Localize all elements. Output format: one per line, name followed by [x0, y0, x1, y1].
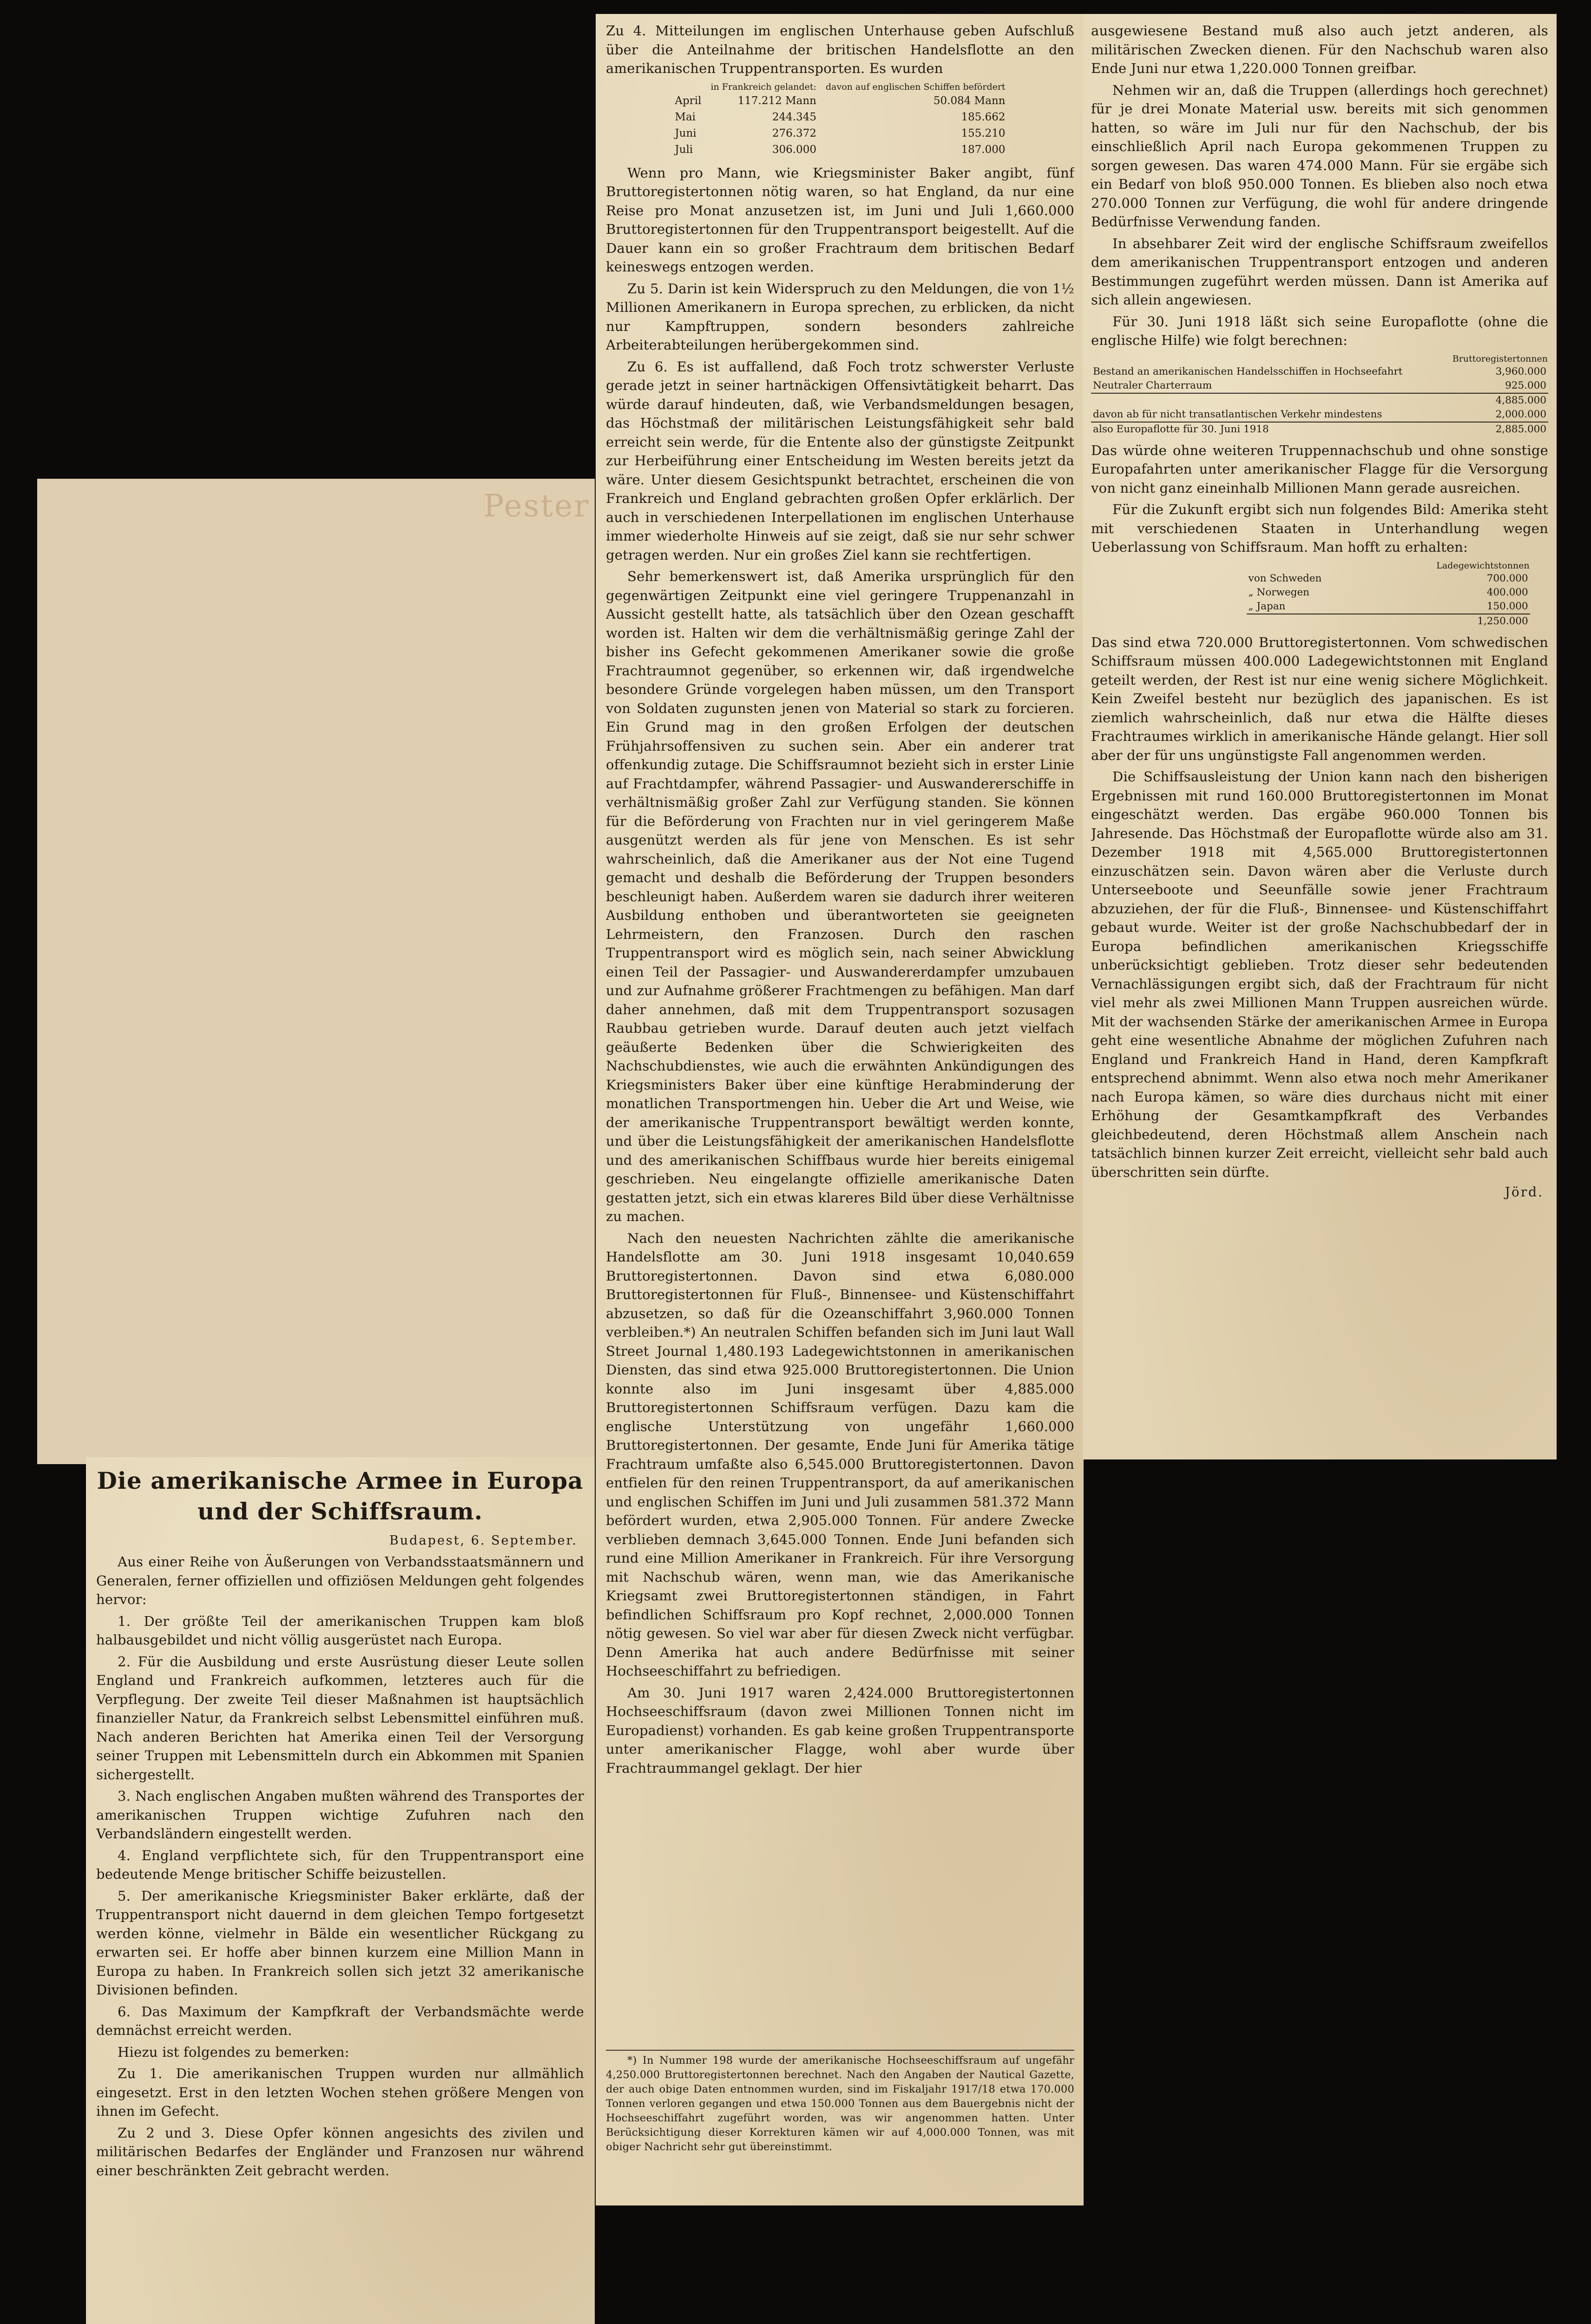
landed-cell: 244.345 [772, 111, 816, 123]
dateline: Budapest, 6. September. [389, 1533, 578, 1548]
fleet-table [1091, 353, 1548, 436]
row-label: davon ab für nicht transatlantischen Verkehr mindestens [1093, 408, 1382, 420]
british-cell: 187.000 [961, 143, 1006, 156]
paragraph: Wenn pro Mann, wie Kriegsminister Baker angibt, fünf Bruttoregistertonnen nötig waren, so hat England, da nur eine Reise pro Monat anzusetzen ist, im Juni und Juli 1,660.000 Bruttoregistertonnen für den Truppentransport beigestellt. Auf die Dauer kann ein so großer Frachtraum dem britischen Bedarf keineswegs entzogen werden. [606, 165, 1074, 275]
paragraph: Zu 2 und 3. Diese Opfer können angesichts des zivilen und militärischen Bedarfes der Engländer und Franzosen nur während einer beschränkten Zeit gebracht werden. [96, 2125, 584, 2179]
row-value: 925.000 [1505, 379, 1546, 391]
paragraph: 2. Für die Ausbildung und erste Ausrüstung dieser Leute sollen England und Frankreich aufkommen, letzteres auch für die Verpflegung. Der zweite Teil dieser Maßnahmen ist hauptsächlich finanzieller Natur, da Frankreich selbst Lebensmittel einführen muß. Nach anderen Berichten hat Amerika einen Teil der Versorgung seiner Truppen mit Lebensmitteln durch ein Abkommen mit Spanien sichergestellt. [96, 1653, 584, 1783]
paragraph: 3. Nach englischen Angaben mußten während des Transportes der amerikanischen Truppen wichtige Zufuhren nach den Verbandsländern eingestellt werden. [96, 1788, 584, 1842]
footnote [606, 2045, 1074, 2203]
paragraph: Für die Zukunft ergibt sich nun folgendes Bild: Amerika steht mit verschiedenen Staaten in Unterhandlung wegen Ueberlassung von Schiffsraum. Man hofft zu erhalten: [1091, 502, 1548, 555]
paragraph: Aus einer Reihe von Äußerungen von Verbandsstaatsmännern und Generalen, ferner offiziellen und offiziösen Meldungen geht folgendes hervor: [96, 1554, 584, 1607]
month-cell: April [675, 94, 702, 107]
table-row [1091, 393, 1548, 408]
clipping-right-column [1083, 14, 1557, 1459]
row-value: 400.000 [1486, 586, 1528, 598]
month-cell: Juli [675, 143, 693, 156]
row-value: 2,885.000 [1452, 422, 1548, 436]
column-3 [1091, 21, 1548, 1425]
month-cell: Juni [675, 127, 697, 139]
backing-sheet [37, 479, 595, 1464]
row-value: 1,250.000 [1436, 614, 1530, 628]
row-label: von Schweden [1248, 572, 1322, 584]
paragraph: Zu 5. Darin ist kein Widerspruch zu den Meldungen, die von 1½ Millionen Amerikanern in Europa sprechen, zu erblicken, da nicht nur Kampftruppen, sondern besonders zahlreiche Arbeiterabteilungen herübergekommen sind. [606, 280, 1074, 353]
paragraph: Das würde ohne weiteren Truppennachschub und ohne sonstige Europafahrten unter amerikanischer Flagge für die Versorgung von nicht ganz eineinhalb Millionen Mann gerade ausreichen. [1091, 442, 1548, 496]
row-value: 4,885.000 [1452, 393, 1548, 408]
row-label: Bestand an amerikanischen Handelsschiffen in Hochseefahrt [1093, 365, 1403, 377]
british-cell: 50.084 Mann [933, 94, 1006, 107]
table-row [1247, 614, 1530, 628]
table-row [1247, 572, 1530, 586]
paragraph: 1. Der größte Teil der amerikanischen Truppen kam bloß halbausgebildet und nicht völlig ausgerüstet nach Europa. [96, 1613, 584, 1648]
paragraph: In absehbarer Zeit wird der englische Schiffsraum zweifellos dem amerikanischen Truppentransport entzogen und anderen Bestimmungen zugeführt werden müssen. Dann ist Amerika auf sich allein angewiesen. [1091, 235, 1548, 308]
paragraph: 4. England verpflichtete sich, für den Truppentransport eine bedeutende Menge britischer Schiffe beizustellen. [96, 1847, 584, 1882]
footnote-text: *) In Nummer 198 wurde der amerikanische Hochseeschiffsraum auf ungefähr 4,250.000 Bruttoregistertonnen berechnet. Nach den Angaben der Nautical Gazette, der auch obige Daten entnommen wurden, sind im Fiskaljahr 1917/18 etwa 170.000 Tonnen verloren gegangen und etwa 150.000 Tonnen aus dem Bauergebnis nicht der Hochseeschiffahrt zugeführt worden, was wir angenommen hatten. Unter Berücksichtigung dieser Korrekturen kämen wir auf 4,000.000 Tonnen, was mit obiger Nachricht sehr gut übereinstimmt. [606, 2054, 1074, 2153]
row-label [1091, 393, 1452, 408]
british-cell: 155.210 [961, 127, 1006, 139]
paragraph: Für 30. Juni 1918 läßt sich seine Europaflotte (ohne die englische Hilfe) wie folgt berechnen: [1091, 313, 1548, 348]
row-value: 700.000 [1486, 572, 1528, 584]
table-row [1247, 586, 1530, 600]
table-row [1247, 600, 1530, 614]
paragraph: Zu 1. Die amerikanischen Truppen wurden nur allmählich eingesetzt. Erst in den letzten Wochen stehen größere Mengen von ihnen im Gefecht. [96, 2066, 584, 2119]
landed-cell: 276.372 [772, 127, 816, 139]
column-1 [96, 1462, 584, 2298]
paragraph: 6. Das Maximum der Kampfkraft der Verbandsmächte werde demnächst erreicht werden. [96, 2003, 584, 2038]
table-row [670, 109, 1010, 125]
paragraph: Zu 6. Es ist auffallend, daß Foch trotz schwerster Verluste gerade jetzt in seiner hartnäckigen Offensivtätigkeit beharrt. Das würde darauf hindeuten, daß, wie Verbandsmeldungen besagen, das Höchstmaß der militärischen Leistungsfähigkeit sehr bald erreicht sein werde, für die Entente also der günstigste Zeitpunkt zur Herbeiführung einer Entscheidung im Westen bereits jetzt da wäre. Unter diesem Gesichtspunkt betrachtet, erscheinen die von Frankreich und England gebrachten großen Opfer erklärlich. Der auch in verschiedenen Interpellationen im englischen Unterhause immer wiederholte Hinweis auf sie zeigt, daß sie nur sehr schwer getragen werden. Nur ein großes Ziel kann sie rechtfertigen. [606, 358, 1074, 563]
landed-cell: 306.000 [772, 143, 816, 156]
headline: Die amerikanische Armee in Europa und der Schiffsraum. [97, 1467, 584, 1525]
table-row [1091, 365, 1548, 379]
row-label: „ Norwegen [1248, 586, 1310, 598]
table-row [670, 142, 1010, 158]
masthead-fragment: Pester [483, 488, 590, 524]
clipping-main-column [596, 14, 1084, 2205]
landed-cell: 117.212 Mann [737, 94, 816, 107]
table-row [1091, 408, 1548, 422]
row-value: 150.000 [1486, 600, 1528, 612]
row-label: also Europaflotte für 30. Juni 1918 [1091, 422, 1452, 436]
fleet-unit-header: Bruttoregistertonnen [1452, 353, 1548, 364]
month-cell: Mai [675, 111, 696, 123]
row-label: „ Japan [1248, 600, 1286, 612]
neutral-tonnage-table [1247, 560, 1530, 628]
british-cell: 185.662 [961, 111, 1006, 123]
paragraph: Die Schiffsausleistung der Union kann nach den bisherigen Ergebnissen mit rund 160.000 Bruttoregistertonnen im Monat eingeschätzt werden. Das ergäbe 960.000 Tonnen bis Jahresende. Das Höchstmaß der Europaflotte würde also am 31. Dezember 1918 mit 4,565.000 Bruttoregistertonnen einzuschätzen sein. Davon wären aber die Verluste durch Unterseeboote und Seeunfälle sowie jener Frachtraum abzuziehen, der für die Fluß-, Binnensee- und Küstenschiffahrt gebaut wurde. Weiter ist der große Nachschubbedarf der in Europa befindlichen amerikanischen Kriegsschiffe unberücksichtigt geblieben. Trotz dieser sehr bedeutenden Vernachlässigungen ergibt sich, daß der Frachtraum für nicht viel mehr als zwei Millionen Mann Truppen ausreichen würde. Mit der wachsenden Stärke der amerikanischen Armee in Europa geht eine wesentliche Abnahme der möglichen Zufuhren nach England und Frankreich Hand in Hand, deren Kampfkraft entsprechend abnimmt. Wenn also etwa noch mehr Amerikaner nach Europa kämen, so wäre dies durchaus nicht mit einer Erhöhung der Gesamtkampfkraft des Verbandes gleichbedeutend, deren Höchstmaß allem Anschein nach tatsächlich binnen kurzer Zeit erreicht, vielleicht sehr bald auch überschritten sein dürfte. [1091, 769, 1548, 1180]
table-row [670, 125, 1010, 142]
row-label: Neutraler Charterraum [1093, 379, 1212, 391]
row-label [1247, 614, 1436, 628]
row-value: 2,000.000 [1495, 408, 1546, 420]
paragraph: Das sind etwa 720.000 Bruttoregistertonnen. Vom schwedischen Schiffsraum müssen 400.000 Ladegewichtstonnen mit England geteilt werden, der Rest ist nur eine wenig sichere Möglichkeit. Kein Zweifel besteht nur bezüglich des japanischen. Es ist ziemlich wahrscheinlich, daß nur etwa die Hälfte dieses Frachtraumes wirklich in amerikanische Hände gelangt. Hier soll aber der für uns ungünstigste Fall angenommen werden. [1091, 634, 1548, 763]
paragraph: ausgewiesene Bestand muß also auch jetzt anderen, als militärischen Zwecken dienen. Für den Nachschub waren also Ende Juni nur etwa 1,220.000 Tonnen greifbar. [1091, 23, 1548, 76]
table-row [1091, 422, 1548, 436]
arrivals-header-british: davon auf englischen Schiffen befördert [825, 81, 1006, 92]
paragraph: Am 30. Juni 1917 waren 2,424.000 Bruttoregistertonnen Hochseeschiffsraum (davon zwei Millionen Tonnen nicht im Europadienst) vorhanden. Es gab keine großen Truppentransporte unter amerikanischer Flagge, wohl aber wurde über Frachtraummangel geklagt. Der hier [606, 1684, 1074, 1776]
paragraph: Nach den neuesten Nachrichten zählte die amerikanische Handelsflotte am 30. Juni 1918 insgesamt 10,040.659 Bruttoregistertonnen. Davon sind etwa 6,080.000 Bruttoregistertonnen für Fluß-, Binnensee- und Küstenschiffahrt abzusetzen, so daß für die Ozeanschiffahrt 3,960.000 Tonnen verbleiben.*) An neutralen Schiffen befanden sich im Juni laut Wall Street Journal 1,480.193 Ladegewichtstonnen in amerikanischen Diensten, das sind etwa 925.000 Bruttoregistertonnen. Die Union konnte also im Juni insgesamt über 4,885.000 Bruttoregistertonnen Schiffsraum verfügen. Dazu kam die englische Unterstützung von ungefähr 1,660.000 Bruttoregistertonnen. Der gesamte, Ende Juni für Amerika tätige Frachtraum umfaßte also 6,545.000 Bruttoregistertonnen. Davon entfielen für den reinen Truppentransport, da auf amerikanischen und englischen Schiffen im Juni und Juli zusammen 581.372 Mann befördert wurden, etwa 2,905.000 Tonnen. Für andere Zwecke verblieben demnach 3,645.000 Tonnen. Ende Juni befanden sich rund eine Million Amerikaner in Frankreich. Für ihre Versorgung mit Nachschub wären, wenn man, wie das Amerikanische Kriegsamt zwei Bruttoregistertonnen ständigen, in Fahrt befindlichen Schiffsraum pro Kopf rechnet, 2,000.000 Tonnen nötig gewesen. So viel war aber für diesen Zweck nicht verfügbar. Denn Amerika hat auch andere Bedürfnisse mit seiner Hochseeschiffahrt zu befriedigen. [606, 1230, 1074, 1679]
table-row [670, 93, 1010, 109]
paragraph: Nehmen wir an, daß die Truppen (allerdings hoch gerechnet) für je drei Monate Material usw. bereits mit sich genommen hatten, so wäre im Juli nur für den Nachschub, der bis einschließlich April nach Europa gekommenen Truppen zu sorgen gewesen. Das waren 474.000 Mann. Für sie ergäbe sich ein Bedarf von bloß 950.000 Tonnen. Es blieben also noch etwa 270.000 Tonnen zur Verfügung, die wohl für andere dringende Bedürfnisse Verwendung fanden. [1091, 82, 1548, 230]
col2-intro: Zu 4. Mitteilungen im englischen Unterhause geben Aufschluß über die Anteilnahme der britischen Handelsflotte an den amerikanischen Truppentransporten. Es wurden [606, 23, 1074, 76]
author-signature: Jörd. [1505, 1184, 1544, 1200]
paragraph: Hiezu ist folgendes zu bemerken: [118, 2044, 349, 2060]
arrivals-header-landed: in Frankreich gelandet: [710, 81, 816, 92]
neutral-unit-header: Ladegewichtstonnen [1436, 560, 1530, 571]
clipping-headline-column [86, 1457, 595, 2324]
column-2 [606, 21, 1074, 2043]
paragraph: Sehr bemerkenswert ist, daß Amerika ursprünglich für den gegenwärtigen Zeitpunkt eine viel geringere Truppenanzahl in Aussicht gestellt hatte, als tatsächlich über den Ozean geschafft worden ist. Halten wir dem die verhältnismäßig geringe Zahl der bisher ins Gefecht gekommenen Amerikaner sowie die große Frachtraumnot gegenüber, so erkennen wir, daß irgendwelche besondere Gründe vorgelegen haben müssen, um den Transport von Soldaten zugunsten jenen von Material so stark zu forcieren. Ein Grund mag in den großen Erfolgen der deutschen Frühjahrsoffensiven zu suchen sein. Aber ein anderer trat offenkundig zutage. Die Schiffsraumnot bezieht sich in erster Linie auf Frachtdampfer, während Passagier- und Auswandererschiffe in verhältnismäßig großer Zahl zur Verfügung standen. Sie können für die Beförderung von Frachten nur in viel geringerem Maße ausgenützt werden als für jene von Menschen. Es ist sehr wahrscheinlich, daß die Amerikaner aus der Not eine Tugend gemacht und deshalb die Beförderung der Truppen besonders beschleunigt haben. Außerdem waren sie dadurch ihrer weiteren Ausbildung enthoben und überantworteten sie geeigneten Lehrmeistern, den Franzosen. Durch den raschen Truppentransport wird es möglich sein, nach seiner Abwicklung einen Teil der Passagier- und Auswandererdampfer umzubauen und zur Aufnahme größerer Frachtmengen zu befähigen. Man darf daher annehmen, daß mit dem Truppentransport sozusagen Raubbau getrieben wurde. Darauf deuten auch jetzt vielfach geäußerte Bedenken über die Schwierigkeiten des Nachschubdienstes, wie auch die erwähnten Ankündigungen des Kriegsministers Baker über eine künftige Herabminderung der monatlichen Transportmengen hin. Ueber die Art und Weise, wie der amerikanische Truppentransport bewältigt werden konnte, und über die Leistungsfähigkeit der amerikanischen Handelsflotte und des amerikanischen Schiffbaus wurde hier bereits einigemal geschrieben. Neu eingelangte offizielle amerikanische Daten gestatten jetzt, sich ein etwas klareres Bild über diese Verhältnisse zu machen. [606, 568, 1074, 1224]
arrivals-table [670, 81, 1010, 158]
paragraph: 5. Der amerikanische Kriegsminister Baker erklärte, daß der Truppentransport nicht dauernd in dem gleichen Tempo fortgesetzt werden könne, vielmehr in Bälde ein wesentlicher Rückgang zu erwarten sei. Er hoffe aber binnen kurzem eine Million Mann in Europa zu haben. In Frankreich sollen sich jetzt 32 amerikanische Divisionen befinden. [96, 1888, 584, 1998]
table-row [1091, 379, 1548, 393]
row-value: 3,960.000 [1495, 365, 1546, 377]
